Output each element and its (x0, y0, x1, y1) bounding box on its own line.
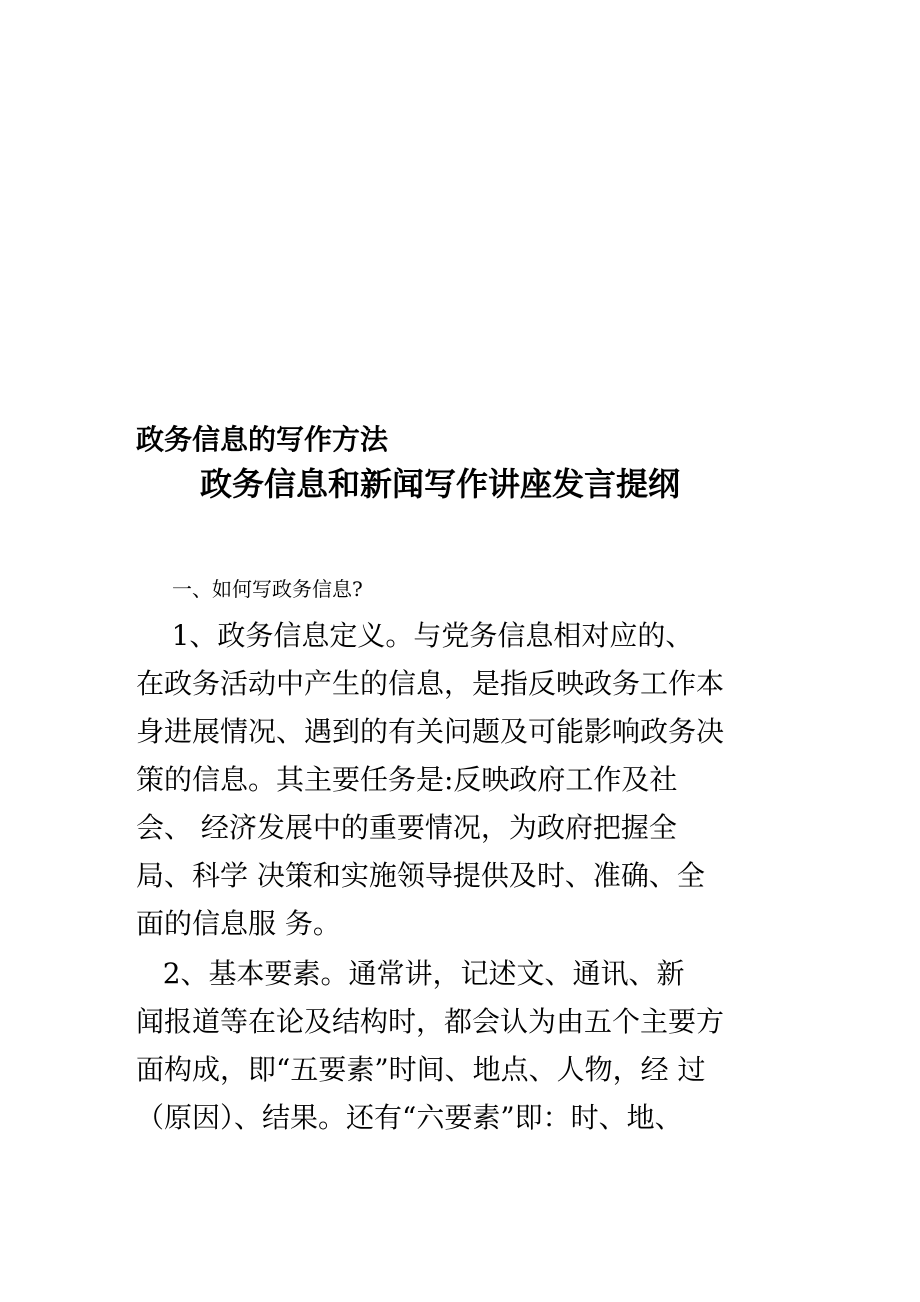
paragraph-line: 会、 经济发展中的重要情况，为政府把握全 (136, 811, 677, 844)
paragraph-line: 面的信息服 务。 (136, 907, 341, 940)
paragraph-line: （原因）、结果。还有“六要素”即：时、地、 (136, 1101, 683, 1134)
paragraph-line: 在政务活动中产生的信息，是指反映政务工作本 (136, 667, 725, 700)
paragraph-line: 1、政务信息定义。与党务信息相对应的、 (136, 619, 694, 652)
paragraph-line: 局、科学 决策和实施领导提供及时、准确、全 (136, 859, 705, 892)
paragraph-definition (136, 612, 796, 948)
section-heading: 一、如何写政务信息? (172, 577, 363, 601)
paragraph-line: 身进展情况、遇到的有关问题及可能影响政务决 (136, 715, 725, 748)
paragraph-line: 2、基本要素。通常讲，记述文、通讯、新 (136, 957, 685, 990)
paragraph-line: 策的信息。其主要任务是:反映政府工作及社 (136, 763, 678, 796)
paragraph-line: 面构成，即“五要素”时间、地点、人物，经 过 (136, 1053, 706, 1086)
paragraph-line: 闻报道等在论及结构时，都会认为由五个主要方 (136, 1005, 725, 1038)
document-title: 政务信息的写作方法 (136, 423, 389, 456)
document-subtitle: 政务信息和新闻写作讲座发言提纲 (200, 465, 681, 503)
paragraph-basic-elements (136, 950, 796, 1142)
